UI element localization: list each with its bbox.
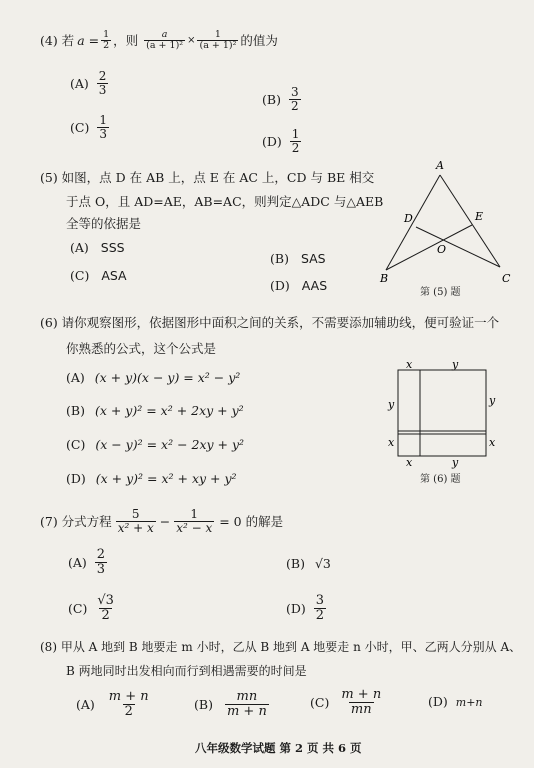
q4-f2-denominator: (a + 1)² (199, 39, 237, 51)
q4-option-d-den: 2 (291, 140, 300, 155)
q4-option-c-label: (C) (70, 119, 90, 135)
q7-option-d-num: 3 (315, 593, 325, 608)
q5-option-b (270, 251, 326, 266)
q8-option-b-den: m + n (226, 703, 267, 719)
q4-option-a-num: 2 (98, 69, 107, 83)
q6-option-b-text: (x + y)² = x² + 2xy + y² (94, 403, 244, 418)
q4-option-c-fraction (97, 114, 109, 140)
q7-option-d (286, 594, 328, 622)
q5-option-a (70, 240, 125, 255)
q4-f1-numerator: a (161, 29, 168, 40)
q8-option-b-fraction (225, 690, 269, 718)
q6-option-c-text: (x − y)² = x² − 2xy + y² (95, 437, 245, 452)
q4-option-a (70, 70, 110, 96)
q6-option-a-label: (A) (66, 370, 85, 385)
q4-stem-c: 的值为 (240, 33, 278, 49)
q4-stem-a: (4) 若 (40, 33, 75, 49)
point-a-label: A (436, 159, 444, 172)
q4-condition-denominator: 2 (103, 39, 110, 51)
q6-square-figure (384, 360, 504, 470)
q5-option-c-label: (C) (70, 268, 90, 283)
q8-option-c-den: mn (350, 701, 372, 717)
q7-option-d-den: 2 (315, 607, 325, 623)
fig6-left-x-label: x (388, 436, 395, 449)
q7-fraction-2 (174, 508, 214, 534)
q8-option-a-den: 2 (124, 703, 133, 719)
fig6-top-x-label: x (406, 360, 413, 371)
q8-option-c-label: (C) (310, 694, 330, 710)
q8-option-a-fraction (107, 690, 151, 718)
q7-f2-denominator: x² − x (176, 520, 213, 535)
q6-line-2: 你熟悉的公式，这个公式是 (66, 341, 217, 356)
q8-option-b (194, 690, 271, 718)
q5-line-3: 全等的依据是 (66, 216, 142, 231)
q4-f2-numerator: 1 (214, 29, 221, 40)
fig6-bottom-y-label: y (452, 456, 459, 469)
q5-option-a-label: (A) (70, 240, 89, 255)
q4-option-b-num: 3 (290, 85, 299, 99)
q7-option-a-fraction (95, 548, 107, 576)
q8-option-a-label: (A) (76, 696, 95, 712)
q7-option-d-fraction (314, 594, 326, 622)
q7-option-c-num: √3 (97, 593, 114, 608)
q7-option-b-label: (B) (286, 556, 305, 571)
q7-minus-sign: − (159, 513, 171, 529)
q4-option-b (262, 86, 303, 112)
q4-multiply-sign: × (187, 34, 196, 46)
q7-option-a-label: (A) (68, 554, 87, 570)
q7-option-b-text: √3 (314, 556, 331, 571)
q6-option-a (66, 370, 240, 385)
q7-fraction-1 (116, 508, 156, 534)
q5-option-d (270, 278, 327, 293)
q5-figure-caption: 第 (5) 题 (420, 287, 461, 298)
q5-option-c (70, 268, 127, 283)
q4-option-c-den: 3 (99, 126, 107, 141)
q8-option-d-label: (D) (428, 694, 448, 709)
q5-option-d-label: (D) (270, 278, 290, 293)
q8-option-d (428, 694, 483, 709)
q6-option-b (66, 403, 244, 418)
q8-option-b-num: mn (236, 689, 258, 704)
q6-option-c-label: (C) (66, 437, 86, 452)
q6-option-d-text: (x + y)² = x² + xy + y² (95, 471, 237, 486)
q8-option-c-fraction (339, 688, 383, 716)
q6-option-a-text: (x + y)(x − y) = x² − y² (94, 370, 241, 385)
q7-f2-numerator: 1 (190, 507, 199, 521)
q4-fraction-2 (197, 30, 238, 51)
q7-option-a-den: 3 (96, 561, 106, 577)
question-7-stem (40, 508, 283, 534)
q4-option-a-label: (A) (70, 75, 89, 91)
q7-option-a-num: 2 (96, 547, 106, 562)
q8-option-c-num: m + n (341, 687, 382, 702)
fig6-right-x-label: x (489, 436, 496, 449)
q7-option-c-label: (C) (68, 600, 88, 616)
fig6-right-y-label: y (489, 394, 496, 407)
q4-option-b-label: (B) (262, 91, 281, 107)
q7-option-a (68, 548, 109, 576)
q4-condition-lhs: a = (77, 32, 100, 48)
q5-triangle-figure (370, 155, 520, 295)
q4-f1-denominator: (a + 1)² (146, 39, 184, 51)
point-c-label: C (502, 272, 511, 285)
q5-option-b-text: SAS (300, 251, 326, 266)
q7-option-c (68, 594, 118, 622)
q7-option-c-fraction (95, 594, 116, 622)
q7-f1-denominator: x² + x (117, 520, 154, 535)
q5-option-d-text: AAS (301, 278, 328, 293)
q8-option-d-text: m+n (455, 696, 483, 709)
q4-option-a-den: 3 (98, 82, 107, 97)
q4-condition-fraction (101, 30, 111, 51)
q6-option-d-label: (D) (66, 471, 86, 486)
fig6-bottom-x-label: x (406, 456, 413, 469)
q4-condition-numerator: 1 (103, 29, 110, 40)
q5-option-a-text: SSS (100, 240, 125, 255)
q7-stem-b: = 0 的解是 (219, 514, 284, 530)
point-e-label: E (475, 210, 484, 223)
q4-fraction-1 (144, 30, 185, 51)
q7-option-b (286, 556, 331, 571)
q5-option-c-text: ASA (101, 268, 127, 283)
q4-option-d-label: (D) (262, 133, 282, 149)
q7-f1-numerator: 5 (131, 507, 140, 521)
q5-line-2: 于点 O，且 AD=AE，AB=AC，则判定△ADC 与△AEB (66, 194, 384, 209)
q5-line-1: (5) 如图，点 D 在 AB 上，点 E 在 AC 上，CD 与 BE 相交 (40, 170, 375, 185)
q7-stem-a: (7) 分式方程 (40, 514, 112, 530)
q6-figure-caption: 第 (6) 题 (420, 474, 461, 485)
question-4-stem (40, 30, 278, 51)
q8-line-2: B 两地同时出发相向而行到相遇需要的时间是 (66, 664, 307, 678)
point-b-label: B (380, 272, 389, 285)
page-footer: 八年级数学试题 第 2 页 共 6 页 (195, 741, 362, 755)
q4-option-d-num: 1 (291, 127, 300, 141)
q8-line-1: (8) 甲从 A 地到 B 地要走 m 小时，乙从 B 地到 A 地要走 n 小时，甲、乙两人分别从 A、 (40, 640, 522, 654)
q4-option-a-fraction (97, 70, 109, 96)
q4-option-d-fraction (290, 128, 302, 154)
fig6-top-y-label: y (452, 360, 459, 371)
q6-line-1: (6) 请你观察图形，依据图形中面积之间的关系，不需要添加辅助线，便可验证一个 (40, 315, 500, 330)
q5-option-b-label: (B) (270, 251, 289, 266)
q4-option-b-fraction (289, 86, 301, 112)
q6-option-c (66, 437, 244, 452)
q8-option-c (310, 688, 385, 716)
q8-option-a (76, 690, 153, 718)
q4-option-d (262, 128, 303, 154)
q4-option-c-num: 1 (99, 113, 107, 127)
q6-option-d (66, 471, 237, 486)
outer-square (398, 370, 486, 456)
q6-option-b-label: (B) (66, 403, 85, 418)
point-o-label: O (437, 243, 447, 256)
q8-option-a-num: m + n (108, 689, 149, 704)
q7-option-c-den: 2 (101, 607, 110, 623)
point-d-label: D (404, 212, 413, 225)
q4-option-b-den: 2 (290, 98, 299, 113)
q8-option-b-label: (B) (194, 696, 213, 712)
q4-stem-b: ，则 (113, 33, 139, 49)
fig6-left-y-label: y (388, 398, 395, 411)
q7-option-d-label: (D) (286, 600, 306, 616)
q4-option-c (70, 114, 111, 140)
